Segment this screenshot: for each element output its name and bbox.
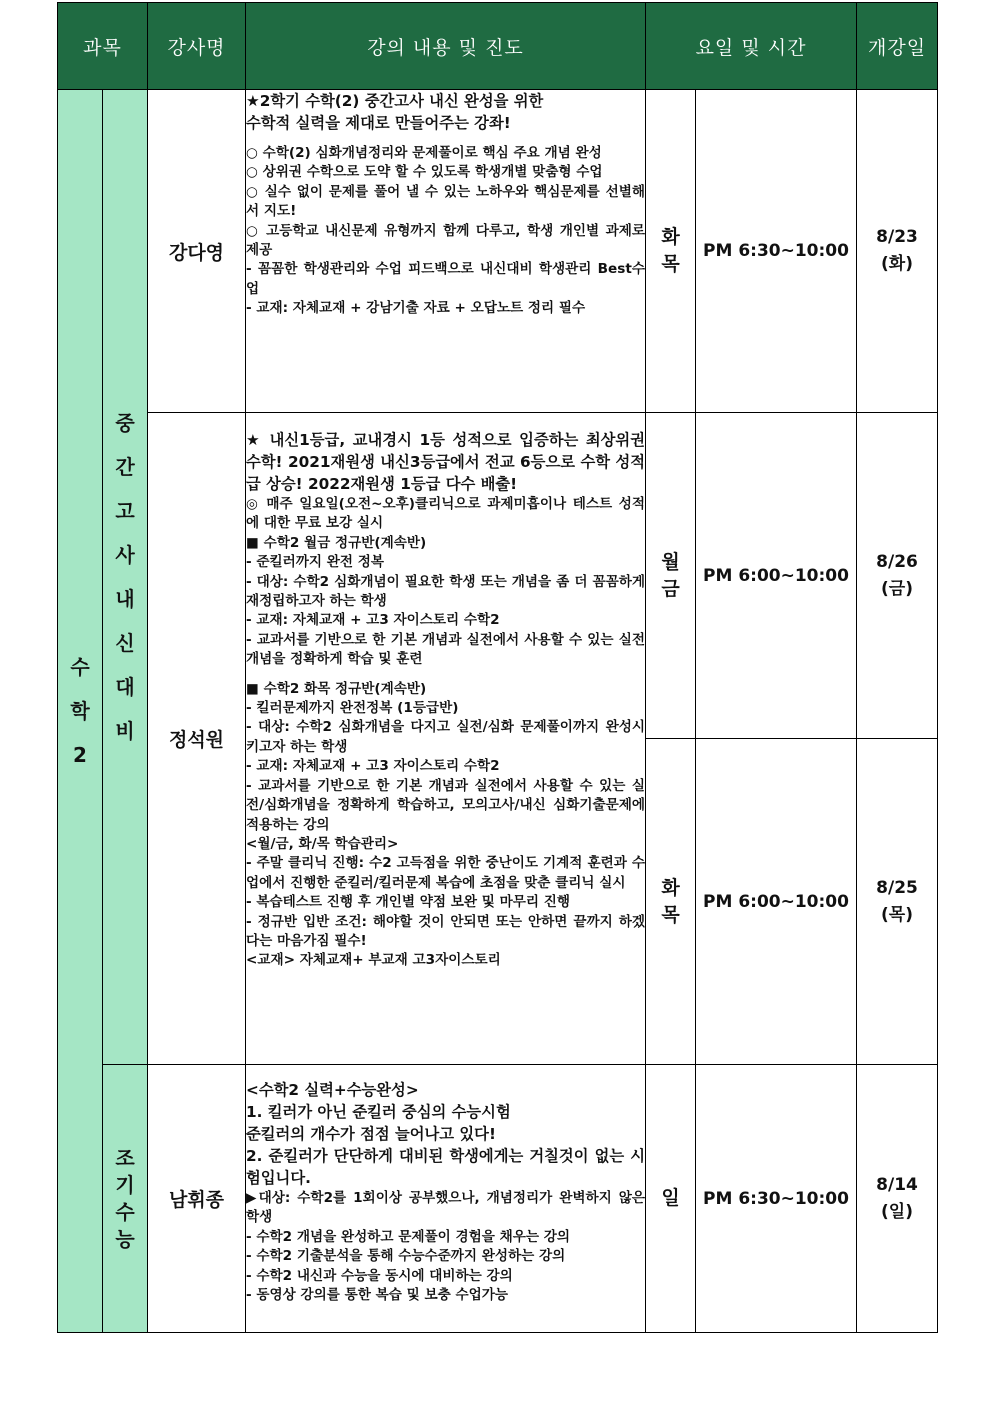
header-subject: 과목 [58,3,148,90]
course-description: ★ 내신1등급, 교내경시 1등 성적으로 입증하는 최상위권 수학! 2021재원생 내신3등급에서 전교 6등으로 수학 성적 급 상승! 2022재원생 1등급 다수 배출! ◎ 매주 일요일(오전~오후)클리닉으로 과제미흡이나 테스트 성적에 대한 무료 보강 실시 ■ 수학2 월금 정규반(계속반) - 준킬러까지 완전 정복 - 대상: 수학2 심화개념이 필요한 학생 또는 개념을 좀 더 꼼꼼하게 재정립하고자 하는 학생 - 교재: 자체교재 + 고3 자이스토리 수학2 - 교과서를 기반으로 한 기본 개념과 실전에서 사용할 수 있는 실전개념을 정확하게 학습 및 훈련 ■ 수학2 화목 정규반(계속반) - 킬러문제까지 완전정복 (1등급반) - 대상: 수학2 심화개념을 다지고 실전/심화 문제풀이까지 완성시키고자 하는 학생 - 교재: 자체교재 + 고3 자이스토리 수학2 - 교과서를 기반으로 한 기본 개념과 실전에서 사용할 수 있는 실전/심화개념을 정확하게 학습하고, 모의고사/내신 심화기출문제에 적용하는 강의 <월/금, 화/목 학습관리> - 주말 클리닉 진행: 수2 고득점을 위한 중난이도 기계적 훈련과 수업에서 진행한 준킬러/킬러문제 복습에 초점을 맞춘 클리닉 실시 - 복습테스트 진행 후 개인별 약점 보완 및 마무리 진행 - 정규반 입반 조건: 해야할 것이 안되면 또는 안하면 끝까지 하겠다는 마음가짐 필수! <교재> 자체교재+ 부교재 고3자이스토리 [246,413,646,1065]
category-midterm: 중 간 고 사 내 신 대 비 [103,90,148,1065]
category-early-csat: 조 기 수 능 [103,1065,148,1333]
start-date: 8/25 (목) [857,739,938,1065]
class-time: PM 6:00~10:00 [696,413,857,739]
class-time: PM 6:30~10:00 [696,90,857,413]
class-days: 화 목 [646,90,696,413]
class-time: PM 6:30~10:00 [696,1065,857,1333]
header-start-date: 개강일 [857,3,938,90]
teacher-name: 정석원 [148,413,246,1065]
teacher-name: 남휘종 [148,1065,246,1333]
start-date: 8/23 (화) [857,90,938,413]
class-time: PM 6:00~10:00 [696,739,857,1065]
start-date: 8/26 (금) [857,413,938,739]
table-row [58,1065,938,1333]
start-date: 8/14 (일) [857,1065,938,1333]
schedule-table [57,2,938,1333]
teacher-name: 강다영 [148,90,246,413]
class-days: 월 금 [646,413,696,739]
course-description: <수학2 실력+수능완성> 1. 킬러가 아닌 준킬러 중심의 수능시험 준킬러의 개수가 점점 늘어나고 있다! 2. 준킬러가 단단하게 대비된 학생에게는 거칠것이 없는 시험입니다. ▶대상: 수학2를 1회이상 공부했으나, 개념정리가 완벽하지 않은 학생 - 수학2 개념을 완성하고 문제풀이 경험을 채우는 강의 - 수학2 기출분석을 통해 수능수준까지 완성하는 강의 - 수학2 내신과 수능을 동시에 대비하는 강의 - 동영상 강의를 통한 복습 및 보충 수업가능 [246,1065,646,1333]
header-teacher: 강사명 [148,3,246,90]
header-schedule: 요일 및 시간 [646,3,857,90]
table-row [58,90,938,413]
subject-math2: 수 학 2 [58,90,103,1333]
header-row [58,3,938,90]
course-description: ★2학기 수학(2) 중간고사 내신 완성을 위한 수학적 실력을 제대로 만들어주는 강좌! ○ 수학(2) 심화개념정리와 문제풀이로 핵심 주요 개념 완성 ○ 상위권 수학으로 도약 할 수 있도록 학생개별 맞춤형 수업 ○ 실수 없이 문제를 풀어 낼 수 있는 노하우와 핵심문제를 선별해서 지도! ○ 고등학교 내신문제 유형까지 함께 다루고, 학생 개인별 과제로 제공 - 꼼꼼한 학생관리와 수업 피드백으로 내신대비 학생관리 Best수업 - 교재: 자체교재 + 강남기출 자료 + 오답노트 정리 필수 [246,90,646,413]
class-days: 일 [646,1065,696,1333]
header-content: 강의 내용 및 진도 [246,3,646,90]
table-row [58,413,938,739]
class-days: 화 목 [646,739,696,1065]
